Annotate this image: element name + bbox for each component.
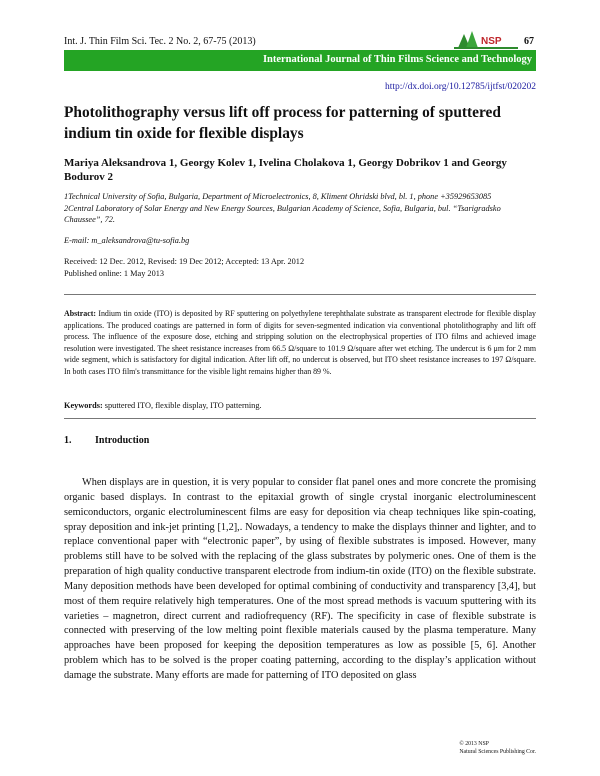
keywords <box>64 401 536 410</box>
published-date: Published online: 1 May 2013 <box>64 268 165 278</box>
abstract-text: Indium tin oxide (ITO) is deposited by RF sputtering on polyethylene terephthalate substrate as transparent electrode for flexible display applications. The produced coatings are patterned in form of digits for seven-segmented indication via conventional photolithography and lift off process. The influence of the exposure dose, etching and stripping solution on the electrophysical properties of ITO films and achieved image resolution were investigated. The sheet resistance increases from 66.5 Ω/square to 101.9 Ω/square after wet etching. The undercut is 6 μm for 2 mm wide segment, which is satisfactory for digital indication. After lift off, no undercut is observed, but ITO sheet resistance increases to 197 Ω/square. In both cases ITO film's transmittance for the visible light remains higher than 89 %. <box>64 309 536 376</box>
journal-title: International Journal of Thin Films Science and Technology <box>262 54 532 65</box>
section-heading <box>64 435 536 446</box>
paper-title: Photolithography versus lift off process for patterning of sputtered indium tin oxide for flexible displays <box>64 104 501 142</box>
copyright-notice: © 2013 NSP <box>459 741 489 747</box>
intro-paragraph: When displays are in question, it is very popular to consider flat panel ones and more concrete the promising organic based displays. In contrast to the epitaxial growth of single crystal inorganic electroluminescent semiconductors, organic electroluminescent films are easy for deposition via cheap techniques like spin-coating, spray deposition and ink-jet printing [1,2],. Nowadays, a tendency to make the displays thinner and lighter, and to replace conventional paper with “electronic paper”, by using of flexible substrates is imposed. However, many problems still have to be solved with the replacing of the glass substrates by polymeric ones. One of them is the preparation of high quality conductive transparent electrode from indium-tin oxide (ITO) on the flexible substrate. Many deposition methods have been developed for optimal combining of conductivity and transparency [3,4], but most of them require relatively high temperatures. One of the most spread methods is vacuum sputtering with its varieties – magnetron, direct current and radiofrequency (RF). The specificity in case of flexible substrate is connected with preserving of the low melting point flexible materials caused by the plasma temperature. Many approaches have been proposed for keeping the deposition temperatures as low as possible [5, 6]. Another problem which has to be solved is the proper coating patterning, according to the display’s application without damage the substrate. Many efforts are made for patterning of ITO deposited on glass <box>64 477 536 681</box>
nsp-logo-icon <box>454 28 518 50</box>
journal-citation: Int. J. Thin Film Sci. Tec. 2 No. 2, 67-75 (2013) <box>64 36 256 47</box>
section-title: Introduction <box>95 435 150 446</box>
page-footer <box>459 740 536 756</box>
section-number: 1. <box>64 435 72 446</box>
divider <box>64 418 536 419</box>
page-number: 67 <box>524 36 534 47</box>
keywords-label: Keywords: <box>64 401 103 410</box>
author-list: Mariya Aleksandrova 1, Georgy Kolev 1, Ivelina Cholakova 1, Georgy Dobrikov 1 and Georgy Bodurov 2 <box>64 157 507 183</box>
affiliation-1: 1Technical University of Sofia, Bulgaria, Department of Microelectronics, 8, Kliment Ohridski blvd, bl. 1, phone +35929653085 <box>64 192 492 201</box>
logo-text: NSP <box>481 36 502 47</box>
journal-title-band <box>64 50 536 71</box>
affiliations <box>64 191 536 226</box>
divider <box>64 294 536 295</box>
keywords-text: sputtered ITO, flexible display, ITO patterning. <box>102 401 262 410</box>
article-dates <box>64 256 536 279</box>
affiliation-2: 2Central Laboratory of Solar Energy and New Energy Sources, Bulgarian Academy of Science, Sofia, Bulgaria, bul. “Tsarigradsko Chaussee”, 72. <box>64 203 501 225</box>
abstract <box>64 308 536 378</box>
received-date: Received: 12 Dec. 2012, Revised: 19 Dec 2012; Accepted: 13 Apr. 2012 <box>64 257 305 266</box>
abstract-label: Abstract: <box>64 309 96 318</box>
author-email: E-mail: m_aleksandrova@tu-sofia.bg <box>64 236 190 245</box>
publisher-name: Natural Sciences Publishing Cor. <box>459 749 536 755</box>
doi-link[interactable]: http://dx.doi.org/10.12785/ijtfst/020202 <box>384 82 536 92</box>
